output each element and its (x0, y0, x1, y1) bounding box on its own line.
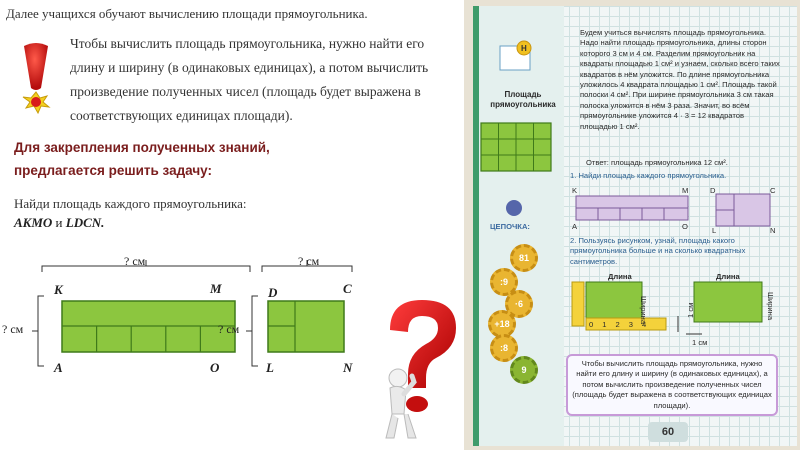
vertex-d: D (268, 285, 278, 300)
book-exercise-1-figures (570, 192, 780, 232)
vertex-n: N (343, 360, 353, 375)
book-chain-label: ЦЕПОЧКА: (490, 222, 530, 231)
ruler-mark-4: 4 (641, 320, 656, 329)
book-width-label-1: Ширина (639, 296, 648, 325)
task-and: и (52, 215, 66, 230)
ruler-mark-2: 2 (615, 320, 629, 329)
book-vertex-m: M (682, 186, 689, 195)
book-page-number: 60 (648, 422, 688, 442)
book-main-text: Будем учиться вычислять площадь прямоугольника. Надо найти площадь прямоугольника, длины сторон которого 3 см и 4 см. Разделим прямоугольник на квадраты площадью 1 см² и узнаем, сколько всего таких квадратов в нём уложится. По длине прямоугольника уложилось 4 квадрата площадью 1 см². Площадь такой полоски 4 см². При ширине прямоугольника 3 см такая полоска уложится в нём 3 раза. Значит, во всём прямоугольнике уложится 4 · 3 = 12 квадратов площадью 1 см². (580, 28, 780, 131)
intro-text: Далее учащихся обучают вычислению площади прямоугольника. (6, 6, 368, 21)
label-unknown-length-1: ? см (124, 254, 146, 268)
gear-6: 9 (510, 356, 538, 384)
gear-2: :9 (490, 268, 518, 296)
consolidate-line-1: Для закрепления полученных знаний, (14, 140, 270, 155)
rule-paragraph: Чтобы вычислить площадь прямоугольника, нужно найти его длину и ширину (в одинаковых единицах), а потом вычислить произведение полученных чисел (площадь будет выражена в соответствующих единицах площади). (70, 36, 429, 123)
book-length-label-1: Длина (608, 272, 632, 281)
book-vertex-l: L (712, 226, 717, 235)
book-cm-label-2: 1 см (692, 338, 708, 347)
book-vertex-o: O (682, 222, 688, 231)
ruler-mark-0: 0 (589, 320, 603, 329)
task-name-2: LDCN. (65, 215, 105, 230)
vertex-l: L (266, 360, 274, 375)
task-names (14, 215, 104, 231)
chain-icon (506, 200, 522, 216)
book-vertex-k: K (572, 186, 578, 195)
book-exercise-2-figures (568, 280, 780, 352)
consolidate-line-2: предлагается решить задачу: (14, 163, 213, 178)
ruler-mark-3: 3 (628, 320, 642, 329)
book-length-label-2: Длина (716, 272, 740, 281)
label-unknown-width-2: ? см (218, 322, 240, 336)
gear-1: 81 (510, 244, 538, 272)
task-name-1: AKMO (14, 215, 53, 230)
gear-3: ·6 (505, 290, 533, 318)
label-unknown-length-2: ? см (298, 254, 320, 268)
book-vertex-d: D (710, 186, 716, 195)
vertex-a: A (54, 360, 63, 375)
notebook-icon (496, 40, 536, 74)
svg-text:Н: Н (521, 44, 527, 53)
book-cm-label-1: 1 см (686, 302, 695, 318)
task-text: Найди площадь каждого прямоугольника: (14, 196, 247, 211)
gear-4: +18 (488, 310, 516, 338)
question-figure-icon (368, 296, 468, 446)
vertex-k: K (54, 282, 63, 297)
exclamation-icon (14, 42, 58, 114)
book-vertex-n: N (770, 226, 776, 235)
book-exercise-1: 1. Найди площадь каждого прямоугольника. (570, 171, 727, 180)
vertex-c: C (343, 281, 352, 296)
book-answer: Ответ: площадь прямоугольника 12 см². (586, 158, 728, 167)
vertex-m: M (210, 281, 222, 296)
vertex-o: O (210, 360, 220, 375)
gear-5: :8 (490, 334, 518, 362)
book-side-title: Площадь прямоугольника (490, 90, 556, 110)
book-exercise-2: 2. Пользуясь рисунком, узнай, площадь какого прямоугольника больше и на сколько квадратных сантиметров. (570, 236, 746, 266)
book-rule-text: Чтобы вычислить площадь прямоугольника, нужно найти его длину и ширину (в одинаковых единицах), а потом вычислить произведение полученных чисел (площадь будет выражена в соответствующих единицах площади). (572, 359, 772, 410)
book-grid-rect (480, 122, 552, 172)
book-width-label-2: Ширина (766, 292, 775, 321)
book-vertex-c: C (770, 186, 776, 195)
book-vertex-a: A (572, 222, 578, 231)
label-unknown-width-1: ? см (2, 322, 24, 336)
ruler-mark-1: 1 (602, 320, 616, 329)
